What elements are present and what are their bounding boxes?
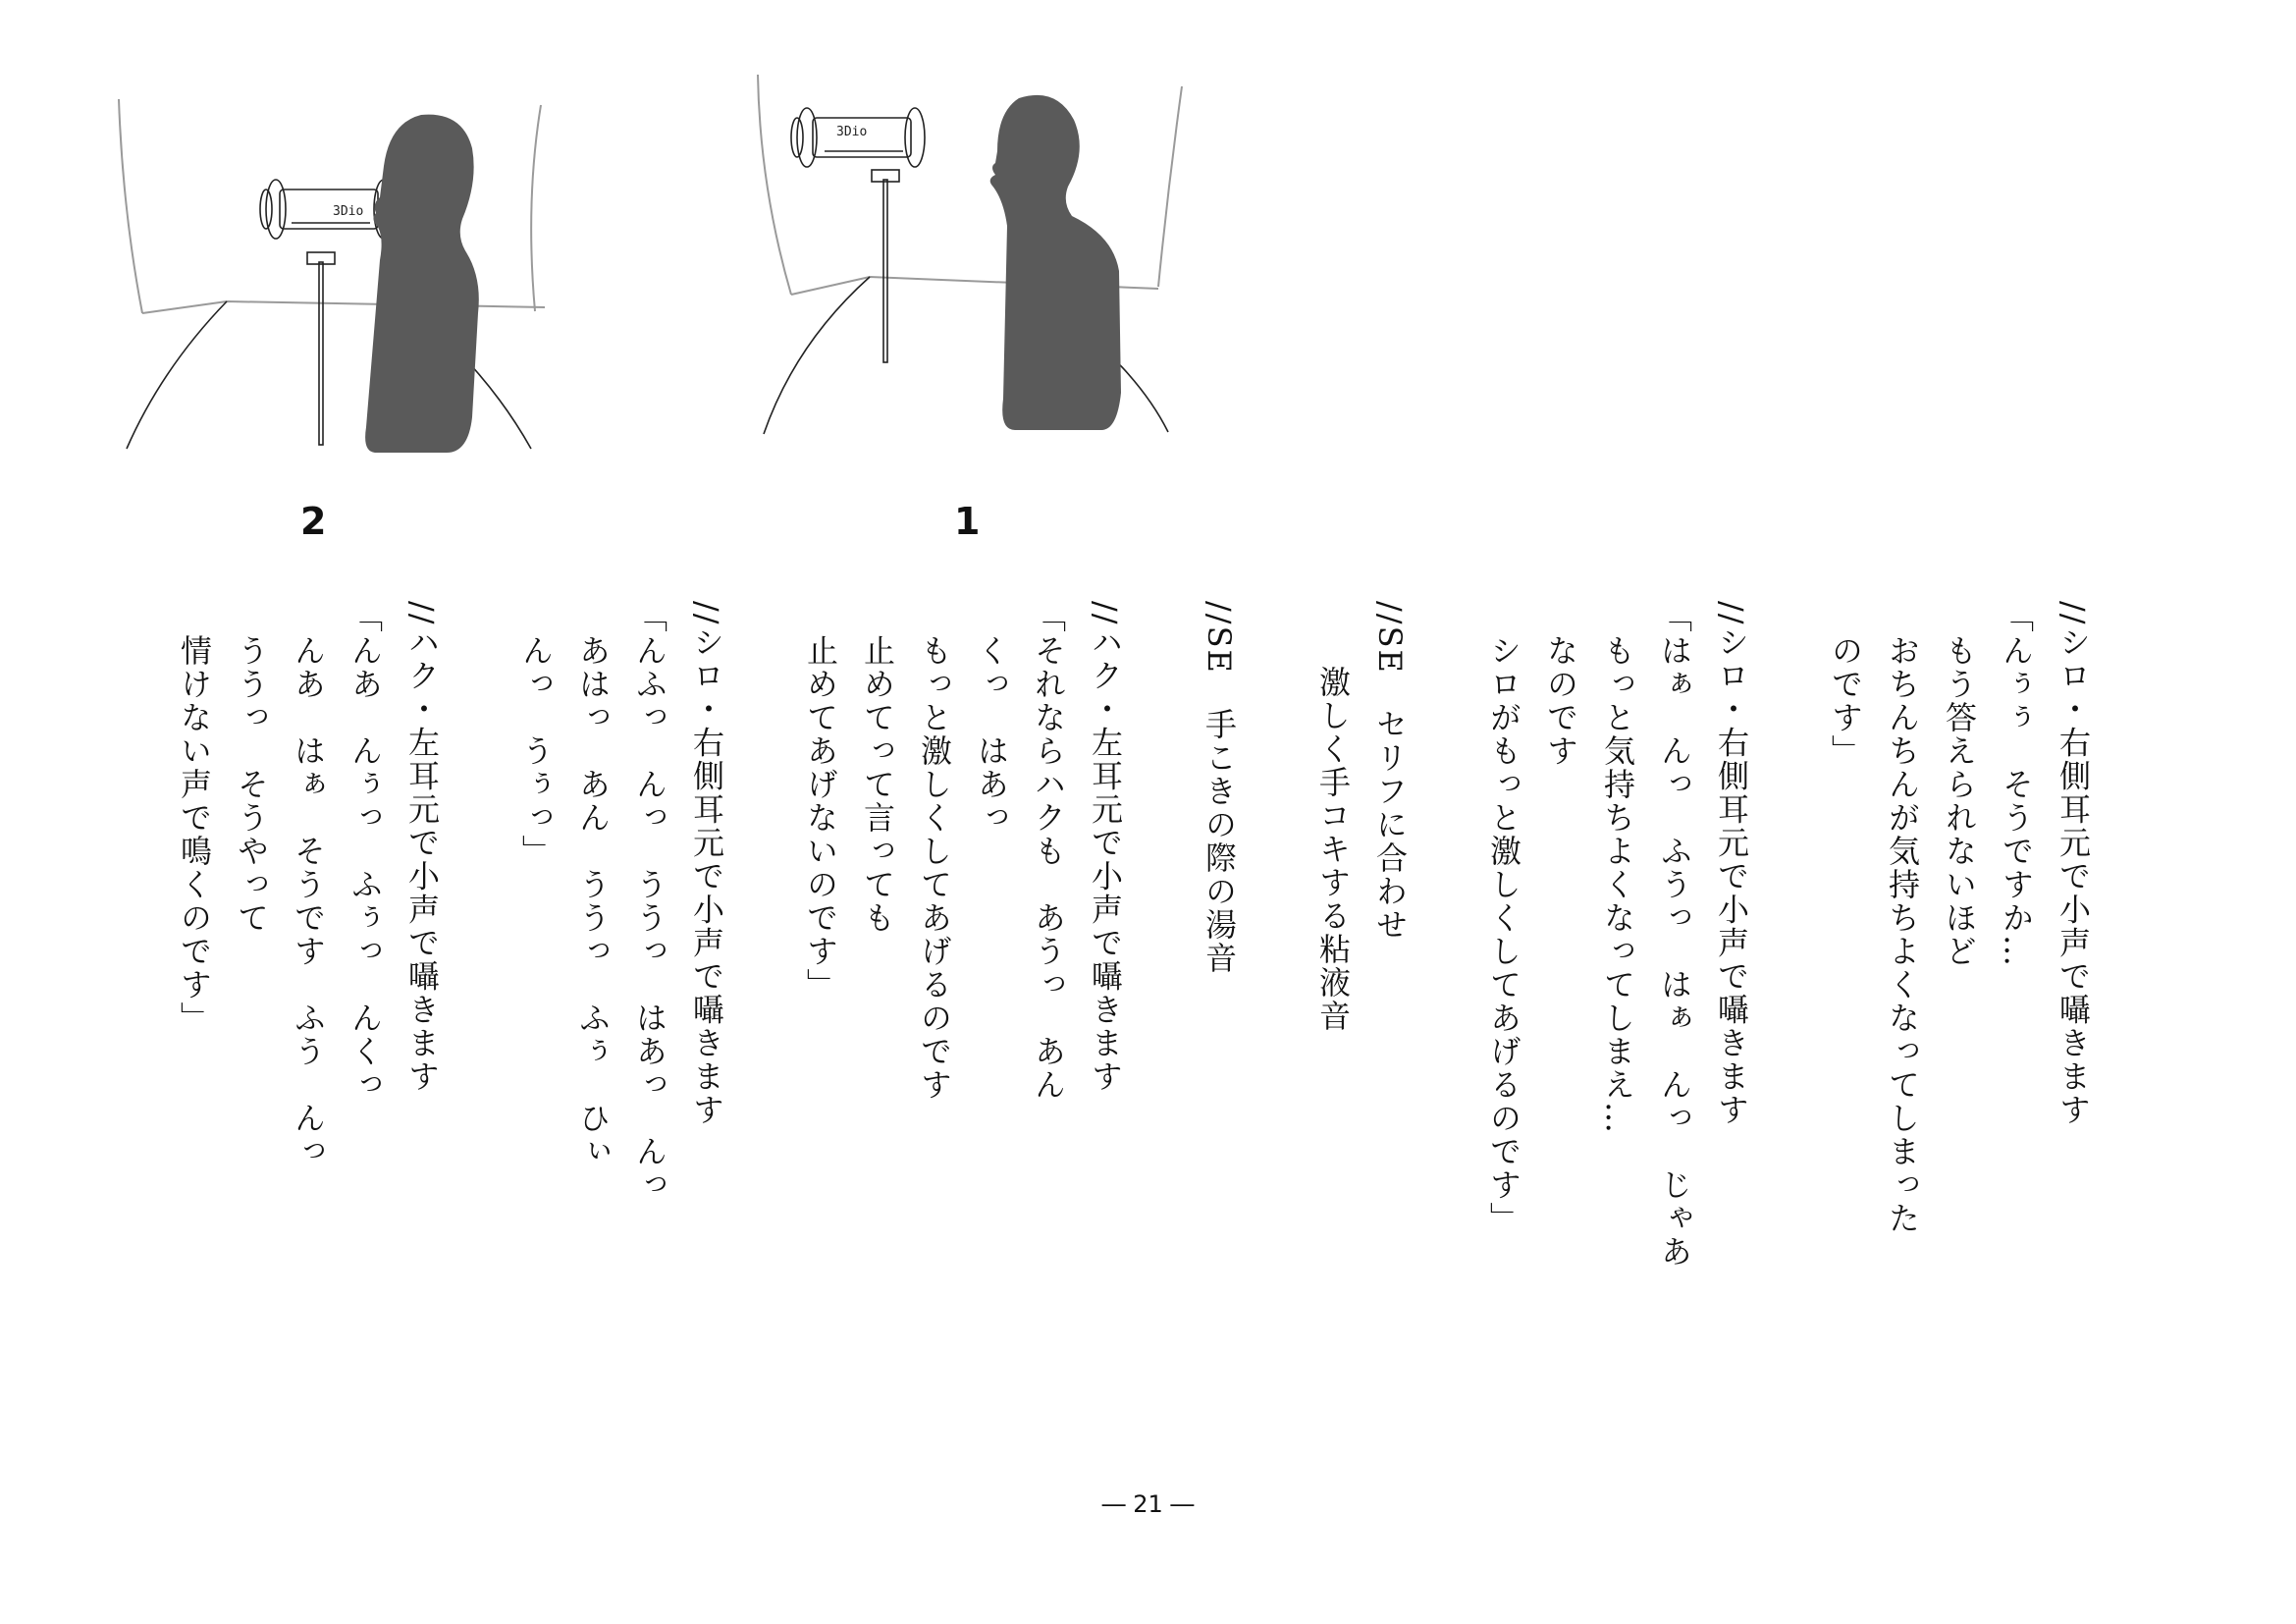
panel-number-1: 1 xyxy=(954,500,981,543)
stage-direction: //ハク・左耳元で小声で囁きます xyxy=(1087,601,1124,1094)
stage-direction: //SE 手こきの際の湯音 xyxy=(1201,601,1238,975)
panel-number-2: 2 xyxy=(300,500,327,543)
dialogue-line: もう答えられないほど xyxy=(1941,634,1978,968)
dialogue-line: 「んふっ んっ ううっ はあっ んっ xyxy=(631,601,668,1202)
silhouette xyxy=(990,95,1121,430)
stage-direction: //シロ・右側耳元で小声で囁きます xyxy=(1713,601,1750,1127)
silhouette xyxy=(365,115,479,453)
illustration-panel-1 xyxy=(756,69,1207,452)
spacer xyxy=(451,601,507,1465)
dialogue-line: シロがもっと激しくしてあげるのです」 xyxy=(1485,634,1522,1235)
dialogue-line: もっと激しくしてあげるのです xyxy=(916,634,953,1102)
dialogue-line: 「んぅぅ そうですか… xyxy=(1998,601,2035,968)
spacer xyxy=(1134,601,1191,1465)
dialogue-line: 「それならハクも あうっ あん xyxy=(1030,601,1067,1102)
dialogue-line: のです」 xyxy=(1827,634,1864,768)
dialogue-line: ううっ そうやって xyxy=(233,634,270,935)
device-label: 3Dio xyxy=(836,125,868,139)
dialogue-line: おちんちんが気持ちよくなってしまった xyxy=(1884,634,1921,1235)
dialogue-line: んあ はぁ そうです ふう んっ xyxy=(290,634,327,1168)
spacer xyxy=(735,601,792,1465)
stage-direction: //シロ・右側耳元で小声で囁きます xyxy=(688,601,725,1127)
dialogue-line: くっ はあっ xyxy=(973,634,1010,835)
dialogue-line: なのです xyxy=(1542,634,1579,768)
spacer xyxy=(1418,601,1475,1465)
spacer xyxy=(1760,601,1817,1465)
dialogue-line: 「はぁ んっ ふうっ はぁ んっ じゃあ xyxy=(1656,601,1693,1269)
dialogue-line: 止めてあげないのです」 xyxy=(802,634,839,1001)
stage-direction: //シロ・右側耳元で小声で囁きます xyxy=(2055,601,2092,1127)
binaural-microphone-icon xyxy=(791,108,925,362)
dialogue-line: 「んあ んぅっ ふぅっ んくっ xyxy=(347,601,384,1102)
stage-direction: //ハク・左耳元で小声で囁きます xyxy=(403,601,441,1094)
device-label: 3Dio xyxy=(333,204,364,219)
dialogue-line: んっ うぅっ」 xyxy=(517,634,555,868)
dialogue-line: 止めてって言っても xyxy=(859,634,896,935)
stage-direction: 激しく手コキする粘液音 xyxy=(1314,666,1352,1033)
dialogue-line: 情けない声で鳴くのです」 xyxy=(176,634,213,1035)
illustration-panel-2 xyxy=(113,93,564,466)
stage-direction: //SE セリフに合わせ xyxy=(1371,601,1409,942)
dialogue-line: あはっ あん ううっ ふぅ ひぃ xyxy=(574,634,612,1168)
dialogue-line: もっと気持ちよくなってしまえ… xyxy=(1599,634,1636,1135)
page-number: ― 21 ― xyxy=(1101,1490,1195,1518)
script-body xyxy=(166,601,2102,1465)
spacer xyxy=(1248,601,1305,1465)
